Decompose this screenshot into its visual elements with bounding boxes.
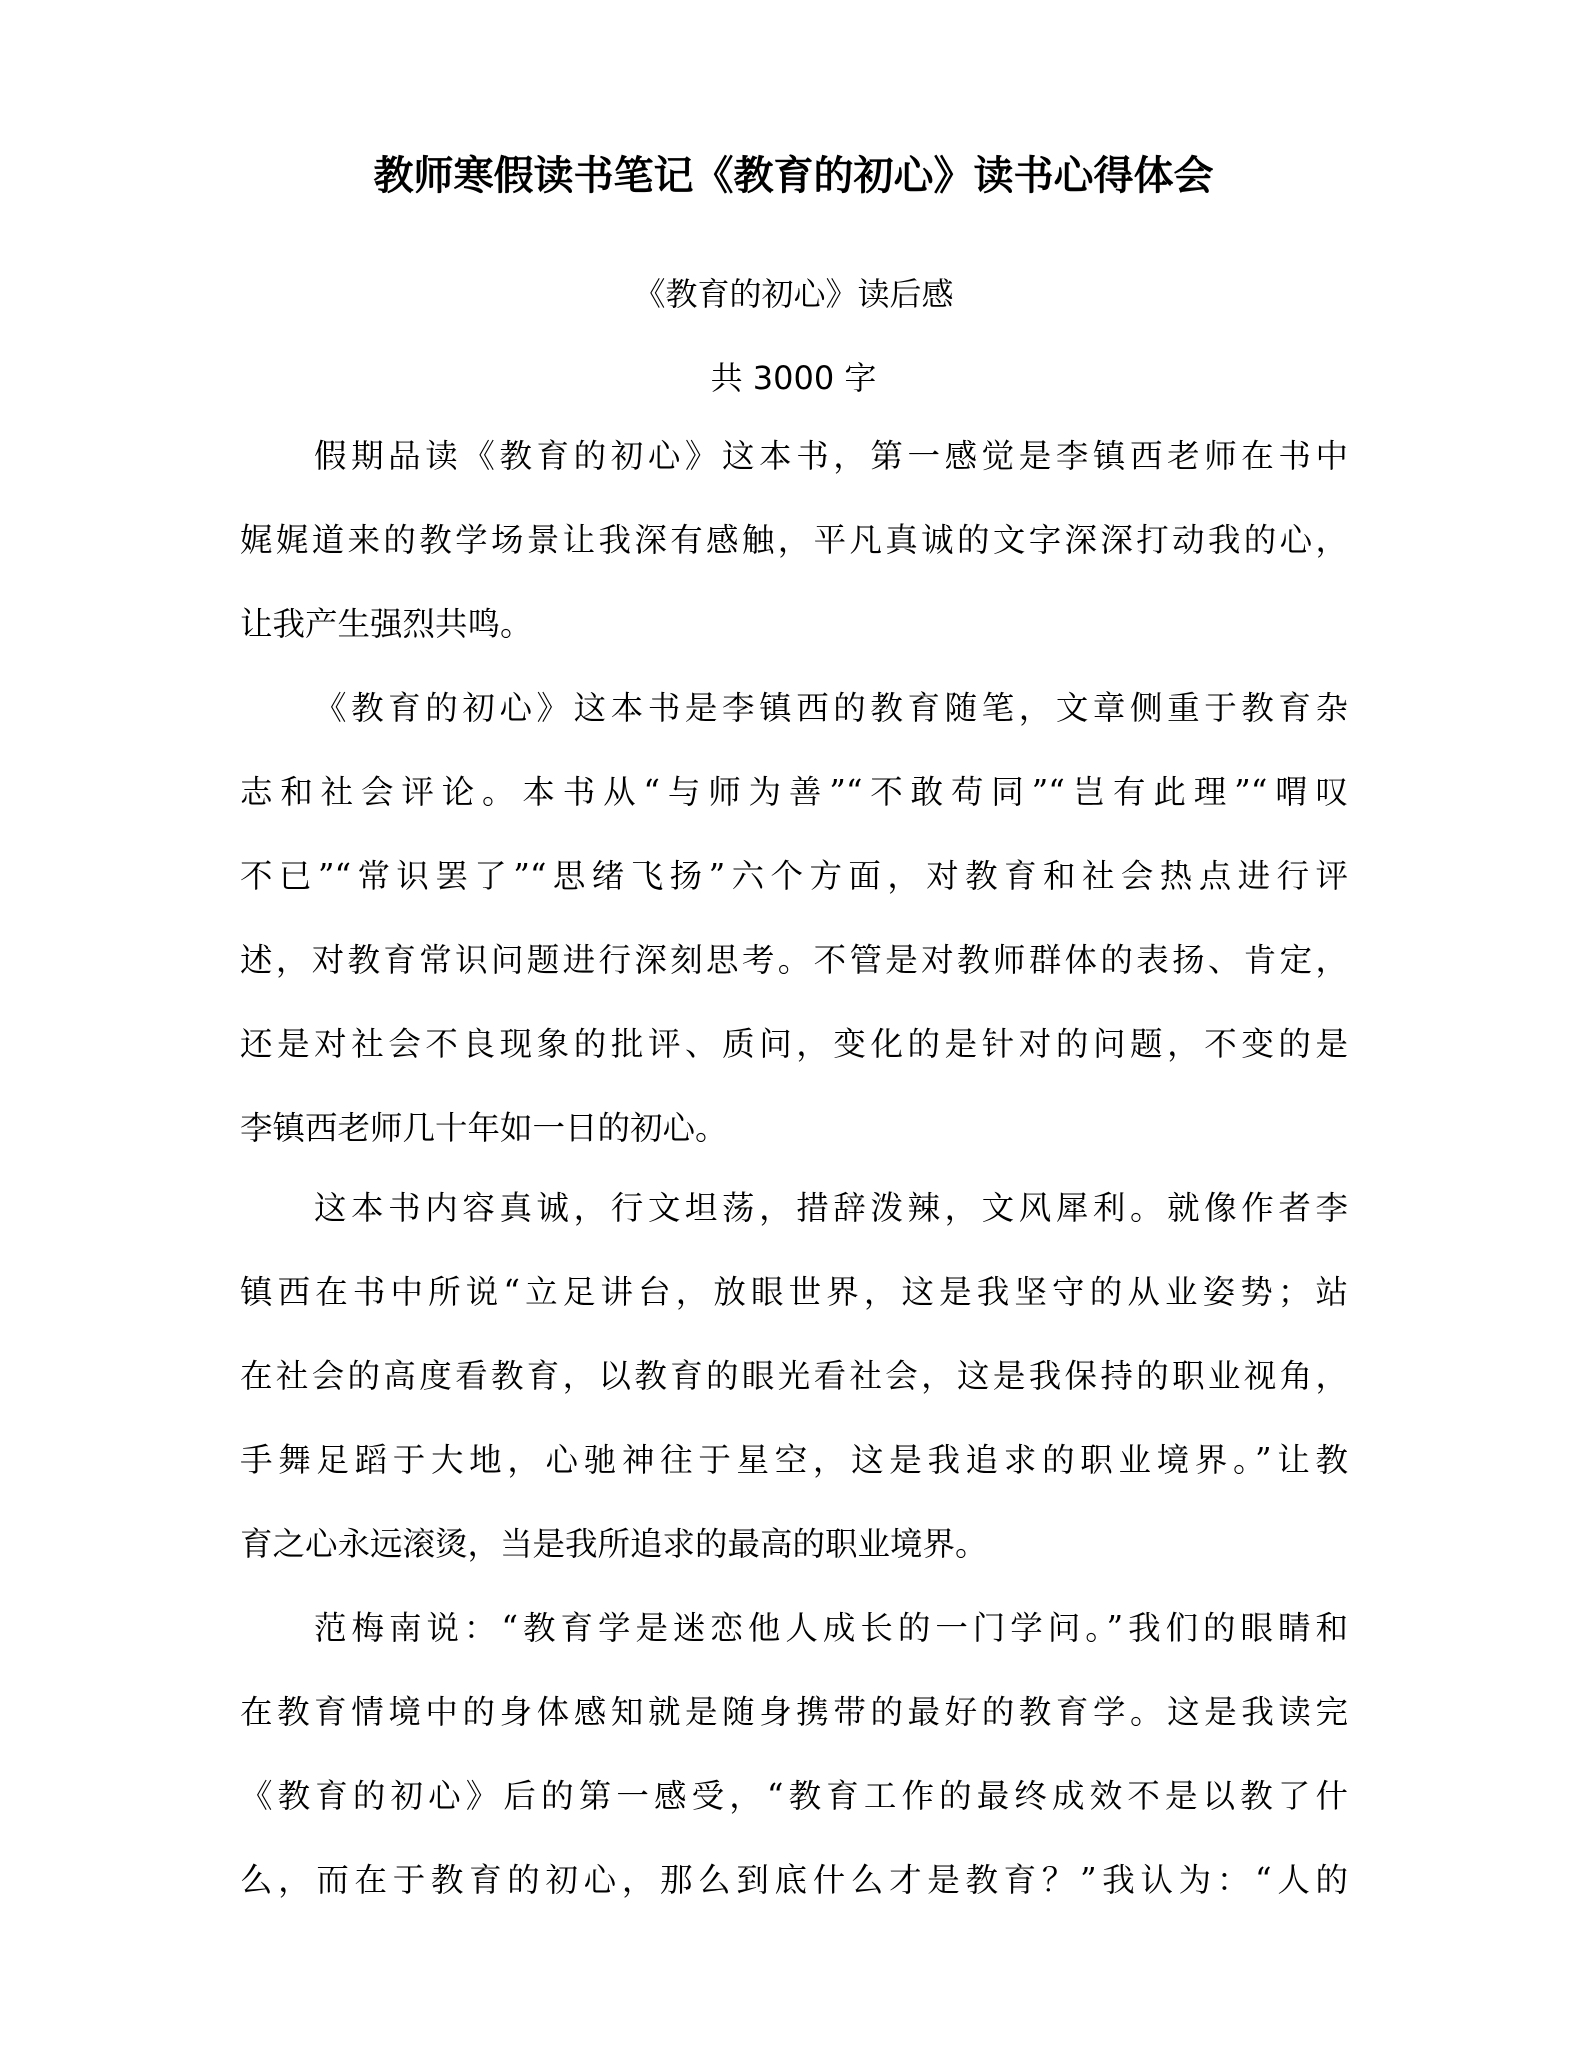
- paragraph-line: 让我产生强烈共鸣。: [240, 605, 533, 643]
- word-count: 共 3000 字: [710, 359, 877, 397]
- paragraph-line: 还是对社会不良现象的批评、质问，变化的是针对的问题，不变的是: [240, 1025, 1348, 1063]
- paragraph-line: 手舞足蹈于大地，心驰神往于星空，这是我追求的职业境界。”让教: [240, 1441, 1348, 1479]
- paragraph-line: 娓娓道来的教学场景让我深有感触，平凡真诚的文字深深打动我的心，: [240, 521, 1348, 559]
- paragraph-line: 范梅南说：“教育学是迷恋他人成长的一门学问。”我们的眼睛和: [314, 1609, 1348, 1647]
- paragraph-line: 《教育的初心》后的第一感受，“教育工作的最终成效不是以教了什: [240, 1777, 1348, 1815]
- paragraph-line: 在社会的高度看教育，以教育的眼光看社会，这是我保持的职业视角，: [240, 1357, 1348, 1395]
- paragraph-line: 这本书内容真诚，行文坦荡，措辞泼辣，文风犀利。就像作者李: [314, 1189, 1348, 1227]
- paragraph-line: 李镇西老师几十年如一日的初心。: [240, 1109, 728, 1147]
- paragraph-line: 在教育情境中的身体感知就是随身携带的最好的教育学。这是我读完: [240, 1693, 1348, 1731]
- paragraph-line: 《教育的初心》这本书是李镇西的教育随笔，文章侧重于教育杂: [314, 689, 1348, 727]
- paragraph-line: 育之心永远滚烫，当是我所追求的最高的职业境界。: [240, 1525, 988, 1563]
- document-subtitle: 《教育的初心》读后感: [633, 275, 954, 313]
- paragraph-line: 述，对教育常识问题进行深刻思考。不管是对教师群体的表扬、肯定，: [240, 941, 1348, 979]
- paragraph-line: 假期品读《教育的初心》这本书，第一感觉是李镇西老师在书中: [314, 437, 1348, 475]
- paragraph-line: 不已”“常识罢了”“思绪飞扬”六个方面，对教育和社会热点进行评: [240, 857, 1348, 895]
- paragraph-line: 志和社会评论。本书从“与师为善”“不敢苟同”“岂有此理”“喟叹: [240, 773, 1348, 811]
- paragraph-line: 镇西在书中所说“立足讲台，放眼世界，这是我坚守的从业姿势；站: [240, 1273, 1348, 1311]
- document-title: 教师寒假读书笔记《教育的初心》读书心得体会: [373, 153, 1214, 199]
- paragraph-line: 么，而在于教育的初心，那么到底什么才是教育？”我认为：“人的: [240, 1861, 1348, 1899]
